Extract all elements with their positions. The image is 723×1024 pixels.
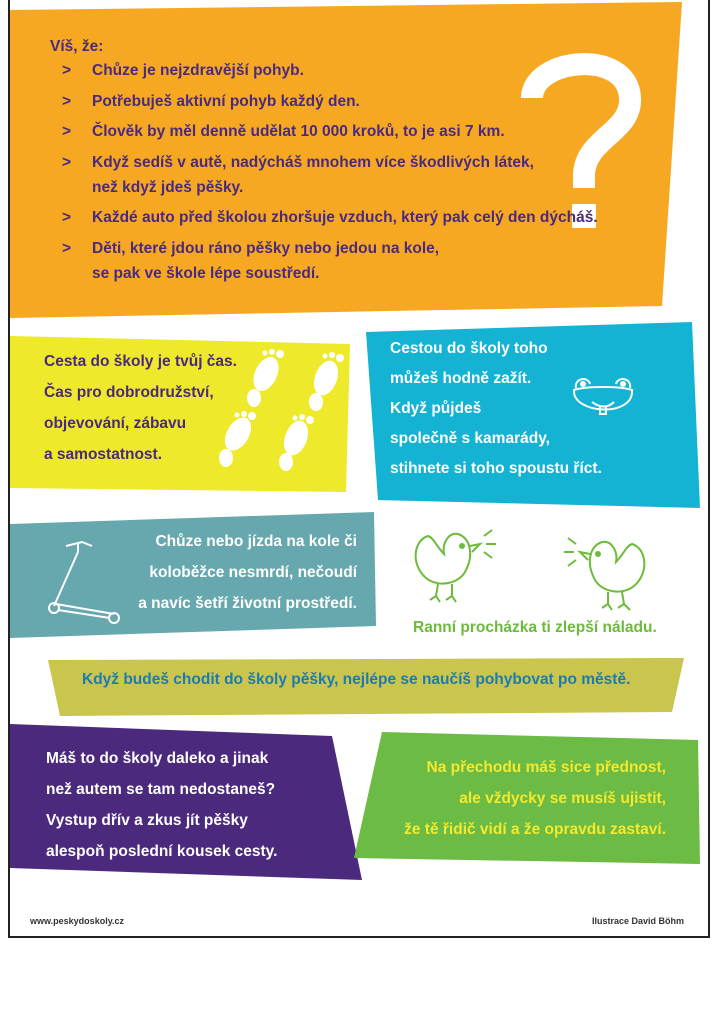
cyan-line: Když půjdeš	[390, 400, 482, 417]
fact-line: Každé auto před školou zhoršuje vzduch, který pak celý den dýcháš.	[92, 209, 598, 226]
green-box-text	[404, 752, 666, 845]
teal-box-text	[138, 526, 357, 619]
website-link[interactable]: www.peskydoskoly.cz	[30, 916, 125, 926]
fact-item	[62, 58, 598, 83]
fact-line: Potřebuješ aktivní pohyb každý den.	[92, 92, 360, 110]
teal-line: Chůze nebo jízda na kole či	[155, 533, 357, 550]
teal-line: a navíc šetří životní prostředí.	[138, 595, 357, 612]
cyan-line: stihnete si toho spoustu říct.	[390, 460, 602, 477]
purple-line: Máš to do školy daleko a jinak	[46, 750, 269, 767]
arrow-bullet-icon: >	[62, 153, 72, 171]
bird-icon	[558, 532, 652, 614]
cyan-line: společně s kamarády,	[390, 430, 550, 447]
cyan-line: můžeš hodně zažít.	[390, 370, 532, 387]
teal-line: koloběžce nesmrdí, nečoudí	[149, 564, 357, 581]
arrow-bullet-icon: >	[62, 239, 72, 257]
yellow-line: a samostatnost.	[44, 446, 163, 463]
fact-line: Chůze je nejzdravější pohyb.	[92, 62, 304, 79]
fact-line: než když jdeš pěšky.	[92, 178, 244, 196]
cyan-line: Cestou do školy toho	[390, 340, 548, 357]
arrow-bullet-icon: >	[62, 209, 72, 226]
purple-line: než autem se tam nedostaneš?	[46, 781, 276, 798]
fact-item	[62, 150, 598, 200]
poster	[8, 0, 710, 938]
fact-line: Když sedíš v autě, nadýcháš mnohem více škodlivých látek,	[92, 153, 534, 171]
olive-banner-text: Když budeš chodit do školy pěšky, nejlépe se naučíš pohybovat po městě.	[82, 671, 631, 688]
yellow-line: objevování, zábavu	[44, 415, 187, 432]
yellow-line: Čas pro dobrodružství,	[44, 384, 214, 401]
birds-caption: Ranní procházka ti zlepší náladu.	[413, 619, 657, 636]
green-line: ale vždycky se musíš ujistit,	[459, 790, 666, 807]
fact-item	[62, 119, 598, 144]
illustration-credit: Ilustrace David Böhm	[591, 916, 684, 926]
fact-item	[62, 205, 598, 230]
fact-line: Děti, které jdou ráno pěšky nebo jedou na kole,	[92, 239, 440, 257]
fact-line: Člověk by měl denně udělat 10 000 kroků, to je asi 7 km.	[92, 123, 505, 140]
fact-item	[62, 236, 598, 286]
cyan-box-text	[390, 334, 602, 484]
yellow-line: Cesta do školy je tvůj čas.	[44, 353, 237, 370]
arrow-bullet-icon: >	[62, 123, 72, 140]
scooter-icon	[48, 540, 128, 626]
purple-box-text	[46, 743, 277, 867]
green-line: že tě řidič vidí a že opravdu zastaví.	[404, 821, 666, 838]
yellow-box-text	[44, 346, 237, 470]
green-line: Na přechodu máš sice přednost,	[426, 759, 666, 776]
arrow-bullet-icon: >	[62, 92, 72, 110]
bird-icon	[408, 524, 498, 606]
fact-item	[62, 89, 598, 114]
fact-line: se pak ve škole lépe soustředí.	[92, 264, 320, 282]
facts-list	[62, 58, 598, 291]
arrow-bullet-icon: >	[62, 62, 72, 79]
intro-heading: Víš, že:	[50, 38, 104, 55]
purple-line: alespoň poslední kousek cesty.	[46, 843, 278, 860]
purple-line: Vystup dřív a zkus jít pěšky	[46, 812, 248, 829]
